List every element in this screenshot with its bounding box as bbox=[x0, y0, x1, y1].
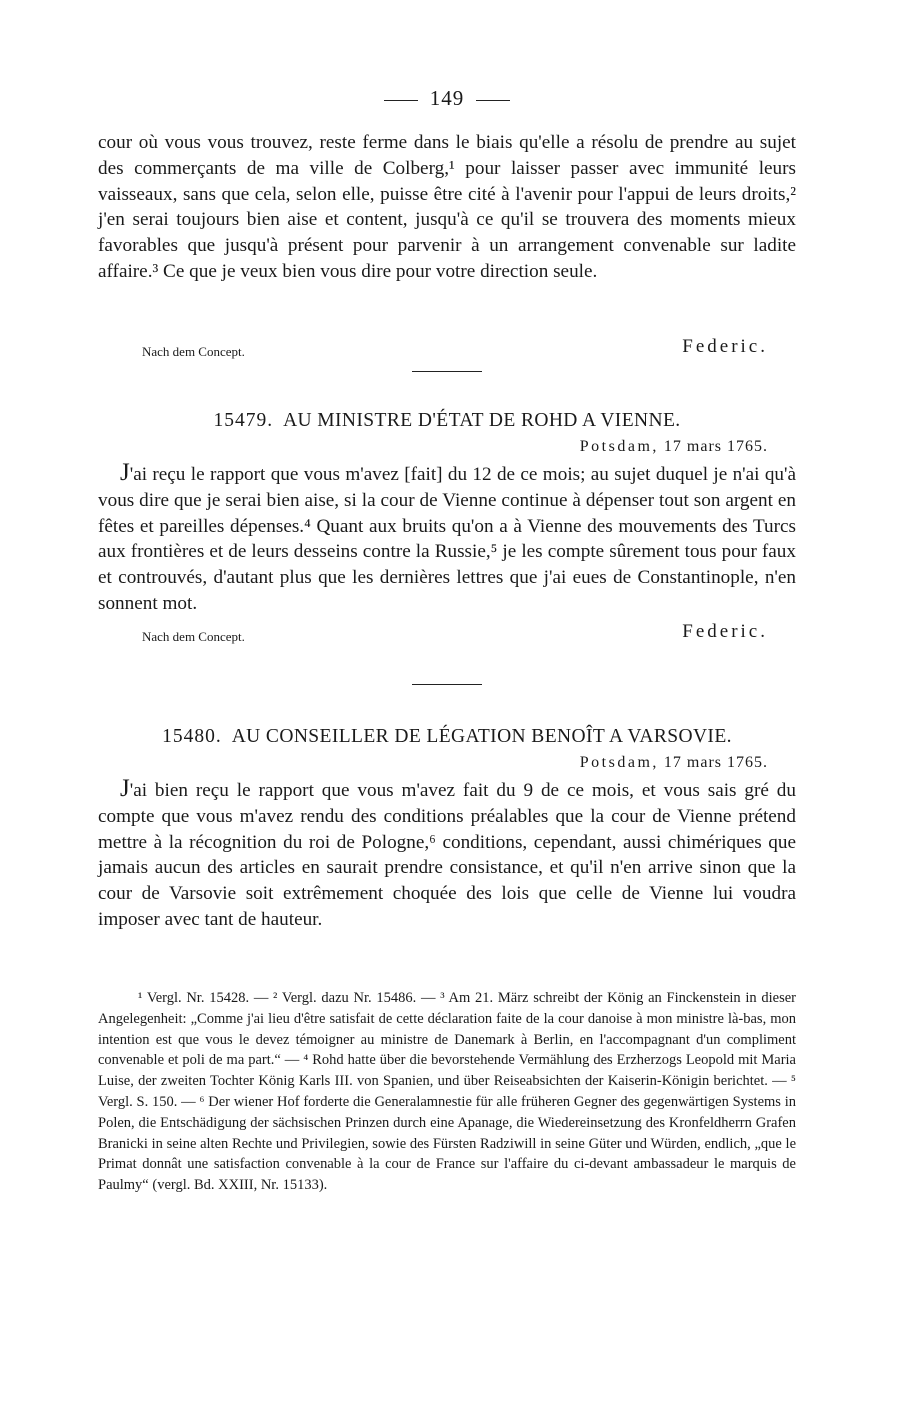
footnotes: ¹ Vergl. Nr. 15428. — ² Vergl. dazu Nr. 15486. — ³ Am 21. März schreibt der König an Finckenstein in dieser Angelegenheit: „Comme j'ai lieu d'être satisfait de cette déclaration faite de la cour danoise à mon ministre là-bas, mon intention est que vous le devez témoigner au ministre de Danemark à Berlin, en l'accompagnant d'un compliment convenable et poli de ma part.“ — ⁴ Rohd hatte über die bevorstehende Vermählung des Erzherzogs Leopold mit Maria Luise, der zweiten Tochter König Karls III. von Spanien, und über Reiseabsichten der Kaiserin-Königin berichtet. — ⁵ Vergl. S. 150. — ⁶ Der wiener Hof forderte die Generalamnestie für alle früheren Gegner des gegenwärtigen Systems in Polen, die Entschädigung der sächsischen Prinzen durch eine Apanage, die Wiedereinsetzung des Kronfeldherrn Grafen Branicki in seine alten Rechte und Privilegien, sowie des Fürsten Radziwill in seine Güter und Würden, endlich, „que le Primat donnât une satisfaction convenable à la cour de France sur l'affaire du ci-devant ambassadeur le marquis de Paulmy“ (vergl. Bd. XXIII, Nr. 15133). bbox=[98, 990, 796, 1194]
letter-place: Potsdam, bbox=[579, 754, 659, 771]
concept-note-1: Nach dem Concept. bbox=[142, 344, 245, 359]
letter-title bbox=[98, 726, 796, 748]
letter-body-text: 'ai bien reçu le rapport que vous m'avez fait du 9 de ce mois, et vous sais gré du compte que vous m'avez rendu des conditions préalables que la cour de Vienne prétend mettre à la récognition du roi de Pologne,⁶ conditions, cependant, aussi chimériques que jamais aucun des articles en saurait prendre consistance, et qu'il n'en arrive sinon que la cour de Varsovie soit extrêmement choquée des lois que celle de Vienne lui voudra imposer avec tant de hauteur. bbox=[98, 780, 796, 930]
letter-number: 15479. bbox=[213, 410, 274, 431]
signature-1: Federic. bbox=[682, 336, 768, 357]
letter-title bbox=[98, 410, 796, 432]
letter-heading: AU MINISTRE D'ÉTAT DE ROHD A VIENNE. bbox=[283, 410, 681, 431]
letter-15479 bbox=[98, 410, 796, 647]
concept-note-2: Nach dem Concept. bbox=[142, 628, 245, 644]
signature-row-1 bbox=[98, 336, 796, 362]
letter-place: Potsdam, bbox=[579, 438, 659, 455]
letter-dateline bbox=[98, 438, 796, 456]
separator-2 bbox=[98, 684, 796, 685]
signature-2: Federic. bbox=[682, 620, 768, 642]
page-header bbox=[98, 86, 796, 111]
footnotes-section bbox=[98, 988, 796, 1196]
letter-body bbox=[98, 776, 796, 933]
letter-body-text: 'ai reçu le rapport que vous m'avez [fait] du 12 de ce mois; au sujet duquel je n'ai qu'à vous dire que je serai bien aise, si la cour de Vienne continue à dépenser tout son argent en fêtes et pareilles dépenses.⁴ Quant aux bruits qu'on a à Vienne des mouvements des Turcs aux frontières et de leurs desseins contre la Russie,⁵ je les compte sûrement tous pour faux et controuvés, d'autant plus que les dernières lettres que j'ai eues de Constantinople, n'en sonnent mot. bbox=[98, 464, 796, 614]
letter-date: 17 mars 1765. bbox=[663, 438, 768, 455]
letter-heading: AU CONSEILLER DE LÉGATION BENOÎT A VARSOVIE. bbox=[231, 726, 732, 747]
opening-paragraph: cour où vous vous trouvez, reste ferme dans le biais qu'elle a résolu de prendre au sujet des commerçants de ma ville de Colberg,¹ pour laisser passer avec immunité leurs vaisseaux, sans que cela, selon elle, puisse être cité à l'avenir pour l'appui de leurs droits,² j'en serai toujours bien aise et content, jusqu'à ce qu'il se trouvera des moments mieux favorables que jusqu'à présent pour parvenir à un arrangement convenable sur ladite affaire.³ Ce que je veux bien vous dire pour votre direction seule. bbox=[98, 132, 796, 282]
header-dash-right bbox=[476, 100, 510, 101]
letter-initial: J bbox=[120, 459, 130, 486]
section-rule bbox=[412, 684, 482, 685]
header-dash-left bbox=[384, 100, 418, 101]
opening-section bbox=[98, 130, 796, 285]
letter-date: 17 mars 1765. bbox=[663, 754, 768, 771]
letter-15480 bbox=[98, 726, 796, 933]
closing-block-1 bbox=[98, 336, 796, 362]
letter-dateline bbox=[98, 754, 796, 772]
section-rule bbox=[412, 371, 482, 372]
letter-number: 15480. bbox=[162, 726, 222, 747]
separator-1 bbox=[98, 371, 796, 372]
signature-row-2 bbox=[98, 621, 796, 647]
letter-body bbox=[98, 460, 796, 617]
page-number: 149 bbox=[429, 86, 465, 110]
letter-initial: J bbox=[120, 775, 130, 802]
